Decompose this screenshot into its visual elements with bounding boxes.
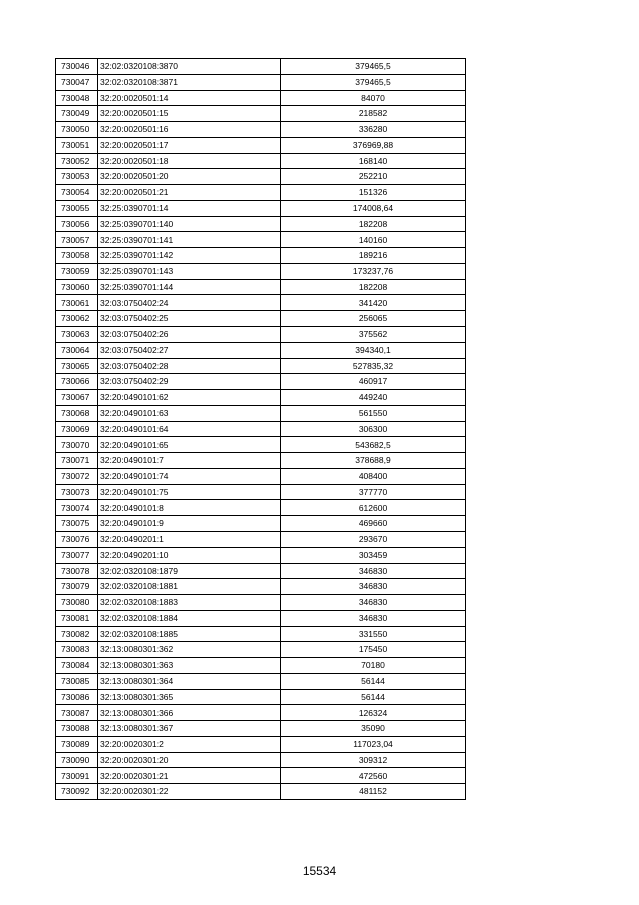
row-id-cell: 730066 bbox=[56, 374, 98, 390]
table-row bbox=[56, 453, 466, 469]
table-row bbox=[56, 153, 466, 169]
table-row bbox=[56, 311, 466, 327]
row-id-cell: 730046 bbox=[56, 59, 98, 75]
row-id-cell: 730085 bbox=[56, 673, 98, 689]
value-cell: 140160 bbox=[281, 232, 466, 248]
row-id-cell: 730052 bbox=[56, 153, 98, 169]
page-number: 15534 bbox=[302, 864, 337, 878]
table-row bbox=[56, 216, 466, 232]
table-row bbox=[56, 768, 466, 784]
value-cell: 117023,04 bbox=[281, 736, 466, 752]
row-id-cell: 730063 bbox=[56, 327, 98, 343]
value-cell: 256065 bbox=[281, 311, 466, 327]
table-row bbox=[56, 689, 466, 705]
cadastral-number-cell: 32:13:0080301:362 bbox=[98, 642, 281, 658]
table-row bbox=[56, 342, 466, 358]
cadastral-number-cell: 32:20:0020301:20 bbox=[98, 752, 281, 768]
cadastral-number-cell: 32:20:0020501:21 bbox=[98, 185, 281, 201]
row-id-cell: 730061 bbox=[56, 295, 98, 311]
value-cell: 309312 bbox=[281, 752, 466, 768]
table-row bbox=[56, 405, 466, 421]
cadastral-number-cell: 32:02:0320108:1881 bbox=[98, 579, 281, 595]
value-cell: 379465,5 bbox=[281, 59, 466, 75]
table-row bbox=[56, 752, 466, 768]
cadastral-number-cell: 32:20:0490101:75 bbox=[98, 484, 281, 500]
cadastral-number-cell: 32:20:0490101:7 bbox=[98, 453, 281, 469]
cadastral-number-cell: 32:03:0750402:26 bbox=[98, 327, 281, 343]
table-row bbox=[56, 295, 466, 311]
row-id-cell: 730078 bbox=[56, 563, 98, 579]
row-id-cell: 730088 bbox=[56, 721, 98, 737]
value-cell: 175450 bbox=[281, 642, 466, 658]
row-id-cell: 730092 bbox=[56, 784, 98, 800]
table-row bbox=[56, 74, 466, 90]
table-row bbox=[56, 437, 466, 453]
value-cell: 218582 bbox=[281, 106, 466, 122]
value-cell: 377770 bbox=[281, 484, 466, 500]
cadastral-number-cell: 32:20:0490201:1 bbox=[98, 531, 281, 547]
row-id-cell: 730083 bbox=[56, 642, 98, 658]
table-row bbox=[56, 468, 466, 484]
row-id-cell: 730060 bbox=[56, 279, 98, 295]
cadastral-number-cell: 32:02:0320108:1885 bbox=[98, 626, 281, 642]
cadastral-number-cell: 32:13:0080301:365 bbox=[98, 689, 281, 705]
row-id-cell: 730055 bbox=[56, 200, 98, 216]
value-cell: 346830 bbox=[281, 563, 466, 579]
cadastral-number-cell: 32:20:0020301:2 bbox=[98, 736, 281, 752]
cadastral-number-cell: 32:13:0080301:364 bbox=[98, 673, 281, 689]
row-id-cell: 730087 bbox=[56, 705, 98, 721]
row-id-cell: 730079 bbox=[56, 579, 98, 595]
row-id-cell: 730048 bbox=[56, 90, 98, 106]
row-id-cell: 730054 bbox=[56, 185, 98, 201]
cadastral-number-cell: 32:02:0320108:3870 bbox=[98, 59, 281, 75]
row-id-cell: 730070 bbox=[56, 437, 98, 453]
table-row bbox=[56, 200, 466, 216]
cadastral-number-cell: 32:13:0080301:363 bbox=[98, 658, 281, 674]
value-cell: 182208 bbox=[281, 216, 466, 232]
value-cell: 35090 bbox=[281, 721, 466, 737]
table-row bbox=[56, 137, 466, 153]
value-cell: 379465,5 bbox=[281, 74, 466, 90]
table-row bbox=[56, 185, 466, 201]
cadastral-number-cell: 32:20:0490201:10 bbox=[98, 547, 281, 563]
value-cell: 56144 bbox=[281, 689, 466, 705]
table-row bbox=[56, 358, 466, 374]
table-row bbox=[56, 59, 466, 75]
row-id-cell: 730065 bbox=[56, 358, 98, 374]
value-cell: 449240 bbox=[281, 390, 466, 406]
row-id-cell: 730084 bbox=[56, 658, 98, 674]
value-cell: 481152 bbox=[281, 784, 466, 800]
cadastral-number-cell: 32:20:0490101:74 bbox=[98, 468, 281, 484]
table-row bbox=[56, 390, 466, 406]
table-row bbox=[56, 106, 466, 122]
table-row bbox=[56, 642, 466, 658]
cadastral-number-cell: 32:02:0320108:1879 bbox=[98, 563, 281, 579]
value-cell: 126324 bbox=[281, 705, 466, 721]
row-id-cell: 730077 bbox=[56, 547, 98, 563]
table-row bbox=[56, 531, 466, 547]
value-cell: 168140 bbox=[281, 153, 466, 169]
row-id-cell: 730056 bbox=[56, 216, 98, 232]
value-cell: 151326 bbox=[281, 185, 466, 201]
value-cell: 408400 bbox=[281, 468, 466, 484]
value-cell: 341420 bbox=[281, 295, 466, 311]
table-row bbox=[56, 784, 466, 800]
value-cell: 303459 bbox=[281, 547, 466, 563]
cadastral-number-cell: 32:20:0020501:15 bbox=[98, 106, 281, 122]
value-cell: 346830 bbox=[281, 610, 466, 626]
cadastral-number-cell: 32:20:0490101:9 bbox=[98, 516, 281, 532]
row-id-cell: 730062 bbox=[56, 311, 98, 327]
row-id-cell: 730049 bbox=[56, 106, 98, 122]
table-row bbox=[56, 421, 466, 437]
table-row bbox=[56, 736, 466, 752]
table-body bbox=[56, 59, 466, 800]
value-cell: 189216 bbox=[281, 248, 466, 264]
cadastral-number-cell: 32:03:0750402:24 bbox=[98, 295, 281, 311]
table-row bbox=[56, 122, 466, 138]
value-cell: 378688,9 bbox=[281, 453, 466, 469]
row-id-cell: 730053 bbox=[56, 169, 98, 185]
row-id-cell: 730051 bbox=[56, 137, 98, 153]
row-id-cell: 730081 bbox=[56, 610, 98, 626]
value-cell: 174008,64 bbox=[281, 200, 466, 216]
value-cell: 306300 bbox=[281, 421, 466, 437]
value-cell: 336280 bbox=[281, 122, 466, 138]
table-row bbox=[56, 721, 466, 737]
cadastral-number-cell: 32:20:0490101:8 bbox=[98, 500, 281, 516]
cadastral-number-cell: 32:25:0390701:142 bbox=[98, 248, 281, 264]
row-id-cell: 730058 bbox=[56, 248, 98, 264]
cadastral-value-table bbox=[55, 58, 466, 800]
cadastral-number-cell: 32:20:0020501:14 bbox=[98, 90, 281, 106]
row-id-cell: 730086 bbox=[56, 689, 98, 705]
cadastral-number-cell: 32:20:0020501:16 bbox=[98, 122, 281, 138]
row-id-cell: 730075 bbox=[56, 516, 98, 532]
value-cell: 173237,76 bbox=[281, 263, 466, 279]
table-row bbox=[56, 279, 466, 295]
value-cell: 375562 bbox=[281, 327, 466, 343]
table-row bbox=[56, 610, 466, 626]
cadastral-number-cell: 32:03:0750402:27 bbox=[98, 342, 281, 358]
row-id-cell: 730072 bbox=[56, 468, 98, 484]
row-id-cell: 730090 bbox=[56, 752, 98, 768]
value-cell: 346830 bbox=[281, 595, 466, 611]
value-cell: 84070 bbox=[281, 90, 466, 106]
table-row bbox=[56, 90, 466, 106]
value-cell: 376969,88 bbox=[281, 137, 466, 153]
table-row bbox=[56, 248, 466, 264]
table-row bbox=[56, 579, 466, 595]
table-row bbox=[56, 500, 466, 516]
table-row bbox=[56, 595, 466, 611]
row-id-cell: 730074 bbox=[56, 500, 98, 516]
value-cell: 394340,1 bbox=[281, 342, 466, 358]
table-row bbox=[56, 374, 466, 390]
cadastral-number-cell: 32:25:0390701:141 bbox=[98, 232, 281, 248]
value-cell: 561550 bbox=[281, 405, 466, 421]
cadastral-number-cell: 32:03:0750402:28 bbox=[98, 358, 281, 374]
table-row bbox=[56, 232, 466, 248]
cadastral-number-cell: 32:03:0750402:29 bbox=[98, 374, 281, 390]
row-id-cell: 730068 bbox=[56, 405, 98, 421]
table-row bbox=[56, 563, 466, 579]
row-id-cell: 730059 bbox=[56, 263, 98, 279]
cadastral-number-cell: 32:02:0320108:1883 bbox=[98, 595, 281, 611]
table-row bbox=[56, 263, 466, 279]
row-id-cell: 730091 bbox=[56, 768, 98, 784]
row-id-cell: 730067 bbox=[56, 390, 98, 406]
value-cell: 543682,5 bbox=[281, 437, 466, 453]
row-id-cell: 730050 bbox=[56, 122, 98, 138]
cadastral-number-cell: 32:02:0320108:3871 bbox=[98, 74, 281, 90]
table-row bbox=[56, 705, 466, 721]
table-row bbox=[56, 327, 466, 343]
row-id-cell: 730076 bbox=[56, 531, 98, 547]
cadastral-number-cell: 32:13:0080301:366 bbox=[98, 705, 281, 721]
table-row bbox=[56, 516, 466, 532]
cadastral-number-cell: 32:20:0490101:62 bbox=[98, 390, 281, 406]
value-cell: 331550 bbox=[281, 626, 466, 642]
value-cell: 70180 bbox=[281, 658, 466, 674]
value-cell: 346830 bbox=[281, 579, 466, 595]
value-cell: 252210 bbox=[281, 169, 466, 185]
table-row bbox=[56, 547, 466, 563]
table-row bbox=[56, 658, 466, 674]
cadastral-number-cell: 32:20:0020501:20 bbox=[98, 169, 281, 185]
cadastral-number-cell: 32:20:0490101:64 bbox=[98, 421, 281, 437]
cadastral-number-cell: 32:20:0490101:65 bbox=[98, 437, 281, 453]
cadastral-number-cell: 32:20:0020501:17 bbox=[98, 137, 281, 153]
row-id-cell: 730047 bbox=[56, 74, 98, 90]
row-id-cell: 730057 bbox=[56, 232, 98, 248]
row-id-cell: 730064 bbox=[56, 342, 98, 358]
cadastral-number-cell: 32:25:0390701:14 bbox=[98, 200, 281, 216]
value-cell: 182208 bbox=[281, 279, 466, 295]
cadastral-number-cell: 32:03:0750402:25 bbox=[98, 311, 281, 327]
row-id-cell: 730080 bbox=[56, 595, 98, 611]
cadastral-number-cell: 32:20:0020301:21 bbox=[98, 768, 281, 784]
cadastral-number-cell: 32:25:0390701:143 bbox=[98, 263, 281, 279]
value-cell: 293670 bbox=[281, 531, 466, 547]
row-id-cell: 730069 bbox=[56, 421, 98, 437]
cadastral-number-cell: 32:13:0080301:367 bbox=[98, 721, 281, 737]
value-cell: 612600 bbox=[281, 500, 466, 516]
cadastral-number-cell: 32:20:0020301:22 bbox=[98, 784, 281, 800]
table-row bbox=[56, 484, 466, 500]
value-cell: 527835,32 bbox=[281, 358, 466, 374]
value-cell: 469660 bbox=[281, 516, 466, 532]
table-row bbox=[56, 626, 466, 642]
row-id-cell: 730082 bbox=[56, 626, 98, 642]
cadastral-number-cell: 32:25:0390701:140 bbox=[98, 216, 281, 232]
value-cell: 460917 bbox=[281, 374, 466, 390]
cadastral-number-cell: 32:20:0490101:63 bbox=[98, 405, 281, 421]
row-id-cell: 730073 bbox=[56, 484, 98, 500]
value-cell: 56144 bbox=[281, 673, 466, 689]
table-row bbox=[56, 169, 466, 185]
row-id-cell: 730071 bbox=[56, 453, 98, 469]
cadastral-number-cell: 32:25:0390701:144 bbox=[98, 279, 281, 295]
value-cell: 472560 bbox=[281, 768, 466, 784]
cadastral-number-cell: 32:20:0020501:18 bbox=[98, 153, 281, 169]
row-id-cell: 730089 bbox=[56, 736, 98, 752]
cadastral-number-cell: 32:02:0320108:1884 bbox=[98, 610, 281, 626]
table-row bbox=[56, 673, 466, 689]
